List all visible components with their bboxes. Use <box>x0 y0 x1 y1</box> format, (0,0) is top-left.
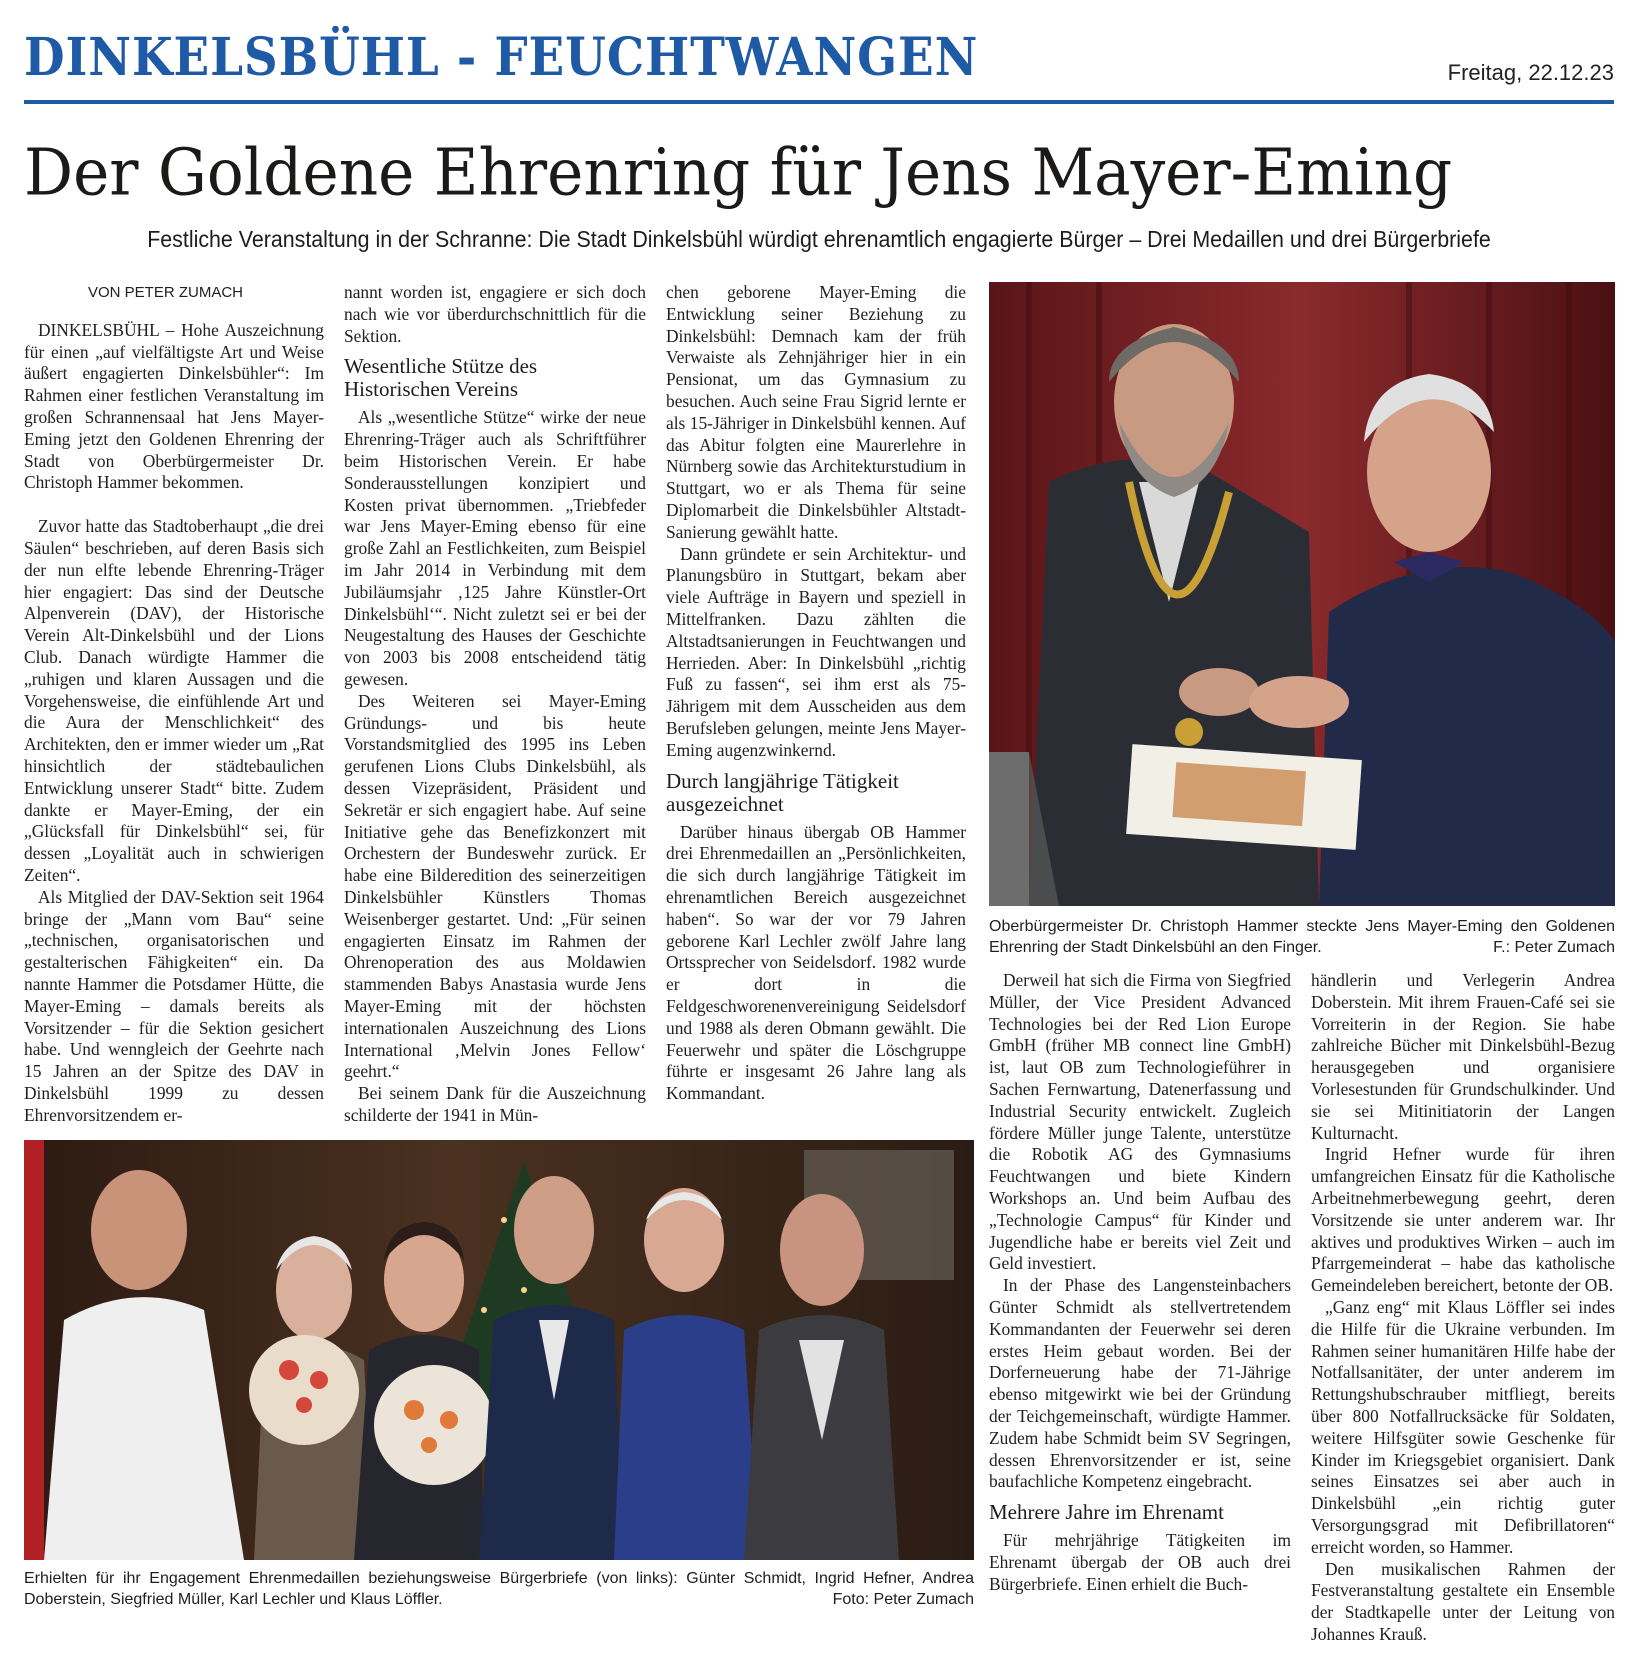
paragraph: Darüber hinaus übergab OB Hammer drei Ehrenmedaillen an „Persönlichkeiten, die sich durch langjährige Tätigkeit im ehrenamtlichen Bereich ausgezeichnet haben“. So war der vor 79 Jahren geborene Karl Lechler zwölf Jahre lang Ortssprecher von Seidelsdorf. 1982 wurde er dort in die Feldgeschworenenvereinigung Seidelsdorf und 1988 als deren Obmann gewählt. Die Feuerwehr und später die Löschgruppe führte er insgesamt 26 Jahre lang als Kommandant. <box>666 821 966 1104</box>
issue-date: Freitag, 22.12.23 <box>1447 60 1614 85</box>
paragraph: Als „wesentliche Stütze“ wirke der neue Ehrenring-Träger auch als Schriftführer beim Historischen Verein. Er habe Sonderausstellungen konzipiert und Kosten privat übernommen. „Triebfeder war Jens Mayer-Eming ebenso für eine große Zahl an Festlichkeiten, zum Beispiel im Jahr 2014 in Verbindung mit dem Jubiläumsjahr ‚125 Jahre Künstler-Ort Dinkelsbühl‘“. Nicht zuletzt sei er bei der Neugestaltung des Hauses der Geschichte von 2003 bis 2008 entscheidend tätig gewesen. <box>344 407 646 689</box>
photo-illustration <box>24 1140 974 1560</box>
paragraph: Für mehrjährige Tätigkeiten im Ehrenamt übergab der OB auch drei Bürgerbriefe. Einen erhielt die Buch- <box>989 1530 1291 1594</box>
paragraph: Dann gründete er sein Architektur- und Planungsbüro in Stuttgart, bekam aber viele Aufträge in Bayern und speziell in Mittelfranken. Dazu zählten die Altstadtsanierungen in Feuchtwangen und Herrieden. Aber: In Dinkelsbühl „richtig Fuß zu fassen“, sei ihm erst als 75-Jährigem mit dem Ausscheiden aus dem Berufsleben gelungen, meinte Jens Mayer-Eming augenzwinkernd. <box>666 543 966 760</box>
paragraph: chen geborene Mayer-Eming die Entwicklung seiner Beziehung zu Dinkelsbühl: Demnach kam der früh Verwaiste als Zehnjähriger hier in ein Pensionat, um das Gymnasium zu besuchen. Auch seine Frau Sigrid lernte er als 15-Jähriger in Dinkelsbühl kennen. Auf das Abitur folgten eine Maurerlehre in Nürnberg sowie das Architekturstudium in Stuttgart, wo er als Thema für seine Diplomarbeit die Dinkelsbühler Altstadt-Sanierung gewählt hatte. <box>666 282 966 542</box>
article-column-4 <box>989 970 1291 1650</box>
bottom-photo-caption <box>24 1568 974 1610</box>
subheading: Wesentliche Stütze des Historischen Vereins <box>344 354 538 402</box>
byline: VON PETER ZUMACH <box>88 284 244 301</box>
article-column-5 <box>1311 970 1615 1650</box>
top-photo-caption <box>989 916 1615 958</box>
header-rule <box>24 100 1614 104</box>
caption-text: Erhielten für ihr Engagement Ehrenmedaillen beziehungsweise Bürgerbriefe (von links): Günter Schmidt, Ingrid Hefner, Andrea Doberstein, Siegfried Müller, Karl Lechler und Klaus Löffler. <box>24 1570 974 1608</box>
article-column-2 <box>344 282 646 1130</box>
article-headline: Der Goldene Ehrenring für Jens Mayer-Eming <box>24 135 1453 211</box>
paragraph: Des Weiteren sei Mayer-Eming Gründungs- und bis heute Vorstandsmitglied des 1995 ins Leben gerufenen Lions Clubs Dinkelsbühl, als dessen Vizepräsident, Präsident und Sekretär er sich engagiert habe. Auf seine Initiative gehe das Benefizkonzert mit Orchestern der Bundeswehr zurück. Er habe eine Bilderedition des seinerzeitigen Dinkelsbühler Künstlers Thomas Weisenberger gestartet. Und: „Für seinen engagierten Einsatz im Rahmen der Ohrenoperation des aus Moldawien stammenden Babys Anastasia wurde Jens Mayer-Eming mit der höchsten internationalen Auszeichnung des Lions International ‚Melvin Jones Fellow‘ geehrt.“ <box>344 690 646 1082</box>
paragraph: händlerin und Verlegerin Andrea Doberstein. Mit ihrem Frauen-Café sei sie Vorreiterin in der Region. Sie habe zahlreiche Bücher mit Dinkelsbühl-Bezug herausgegeben und organisiere Vorlesestunden für Grundschulkinder. Und sie sei Mitinitiatorin der Langen Kulturnacht. <box>1311 970 1615 1143</box>
section-title: DINKELSBÜHL - FEUCHTWANGEN <box>24 27 979 88</box>
paragraph: Den musikalischen Rahmen der Festveranstaltung gestaltete ein Ensemble der Stadtkapelle unter der Leitung von Johannes Krauß. <box>1311 1558 1615 1644</box>
article-column-1 <box>24 282 324 1130</box>
article-subheadline: Festliche Veranstaltung in der Schranne: Die Stadt Dinkelsbühl würdigt ehrenamtlich engagierte Bürger – Drei Medaillen und drei Bürgerbriefe <box>147 226 1491 252</box>
paragraph: Zuvor hatte das Stadtoberhaupt „die drei Säulen“ beschrieben, auf deren Basis sich der nun elfte lebende Ehrenring-Träger hier engagiert: Das sind der Deutsche Alpenverein (DAV), der Historische Verein Alt-Dinkelsbühl und der Lions Club. Danach würdigte Hammer die „ruhigen und klaren Aussagen und die Vorgehensweise, die einfühlende Art und die Aura der Menschlichkeit“ des Architekten, den er immer wieder um „Rat hinsichtlich der städtebaulichen Entwicklung unserer Stadt“ bitte. Zudem dankte er Mayer-Eming, der ein „Glücksfall für Dinkelsbühl“ sei, für dessen „Loyalität auch in schwierigen Zeiten“. <box>24 516 324 885</box>
photo-credit: Foto: Peter Zumach <box>832 1591 974 1608</box>
ring-ceremony-photo <box>989 282 1615 906</box>
paragraph: Ingrid Hefner wurde für ihren umfangreichen Einsatz für die Katholische Arbeitnehmerbewegung geehrt, deren Vorsitzende sie unter anderem war. Ihr aktives und produktives Wirken – auch im Pfarrgemeinderat – habe das katholische Gemeindeleben bereichert, betonte der OB. <box>1311 1144 1615 1296</box>
paragraph: Als Mitglied der DAV-Sektion seit 1964 bringe der „Mann vom Bau“ seine „technischen, organisatorischen und gestalterischen Fähigkeiten“ ein. Da nannte Hammer die Potsdamer Hütte, die Mayer-Eming – damals bereits als Vorsitzender – für die Sektion gesichert habe. Und wenngleich der Geehrte nach 15 Jahren an der Spitze des DAV in Dinkelsbühl 1999 zu dessen Ehrenvorsitzendem er- <box>24 886 324 1125</box>
caption-text: Oberbürgermeister Dr. Christoph Hammer steckte Jens Mayer-Eming den Goldenen Ehrenring der Stadt Dinkelsbühl an den Finger. <box>989 918 1615 956</box>
paragraph: nannt worden ist, engagiere er sich doch nach wie vor überdurchschnittlich für die Sektion. <box>344 282 646 346</box>
paragraph: „Ganz eng“ mit Klaus Löffler sei indes die Hilfe für die Ukraine verbunden. Im Rahmen seiner humanitären Hilfe habe der Notfallsanitäter, der unter anderem im Rettungshubschrauber mitfliegt, bereits über 800 Notfallrucksäcke für Soldaten, weitere Hilfsgüter sowie Geschenke für Kinder im Kriegsgebiet organisiert. Dank seines Einsatzes sei aber auch in Dinkelsbühl „ein richtig guter Versorgungsgrad mit Defibrillatoren“ erreicht worden, so Hammer. <box>1311 1296 1615 1557</box>
photo-credit: F.: Peter Zumach <box>1493 939 1615 956</box>
paragraph: Bei seinem Dank für die Auszeichnung schilderte der 1941 in Mün- <box>344 1083 646 1125</box>
article-column-3 <box>666 282 966 1130</box>
subheading: Durch langjährige Tätigkeit ausgezeichnet <box>666 768 899 816</box>
paragraph: In der Phase des Langensteinbachers Günter Schmidt als stellvertretendem Kommandanten der Feuerwehr sei deren erstes Heim gebaut worden. Bei der Dorferneuerung habe der 71-Jährige ebenso mitgewirkt wie bei der Gründung der Teichgemeinschaft, würdigte Hammer. Zudem habe Schmidt beim SV Segringen, dessen Ehrenvorsitzender er ist, seine baufachliche Kompetenz eingebracht. <box>989 1275 1291 1492</box>
paragraph: Derweil hat sich die Firma von Siegfried Müller, der Vice President Advanced Technologies bei der Red Lion Europe GmbH (früher MB connect line GmbH) ist, laut OB zum Technologieführer in Sachen Fernwartung, Datenerfassung und Industrial Security entwickelt. Zugleich fördere Müller junge Talente, unterstütze die Robotik AG des Gymnasiums Feuchtwangen und biete Kindern Workshops an. Und beim Aufbau des „Technologie Campus“ für Kinder und Jugendliche habe er bereits viel Zeit und Geld investiert. <box>989 970 1291 1274</box>
subheading: Mehrere Jahre im Ehrenamt <box>989 1500 1224 1525</box>
honorees-group-photo <box>24 1140 974 1560</box>
photo-illustration <box>989 282 1615 906</box>
paragraph: DINKELSBÜHL – Hohe Auszeichnung für einen „auf vielfältigste Art und Weise äußert engagierten Dinkelsbühler“: Im Rahmen einer festlichen Veranstaltung im großen Schrannensaal hat Jens Mayer-Eming jetzt den Goldenen Ehrenring der Stadt von Oberbürgermeister Dr. Christoph Hammer bekommen. <box>24 319 324 493</box>
